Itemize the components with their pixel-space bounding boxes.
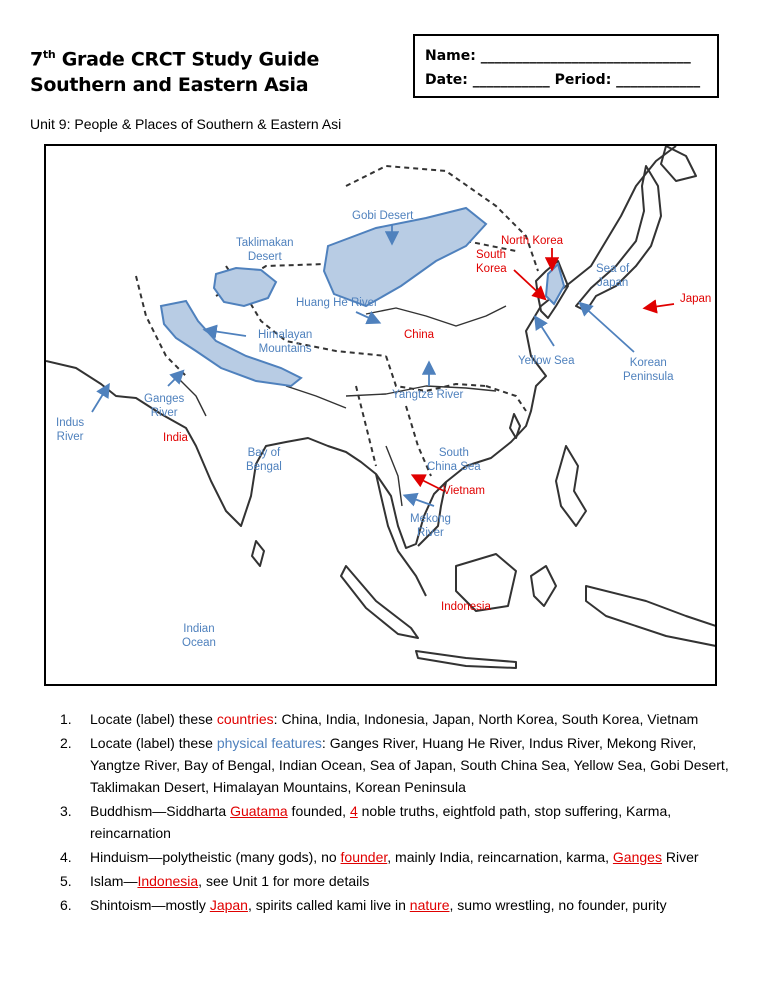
list-item: 6. Shintoism—mostly Japan, spirits called kami live in nature, sumo wrestling, no founder, purity bbox=[60, 897, 667, 913]
label-mekong-river: Mekong River bbox=[410, 513, 451, 539]
label-yangtze-river: Yangtze River bbox=[392, 389, 464, 401]
label-huang-he-river: Huang He River bbox=[296, 297, 378, 309]
label-south-korea: South Korea bbox=[476, 249, 507, 275]
label-south-china-sea: South China Sea bbox=[427, 447, 481, 473]
label-yellow-sea: Yellow Sea bbox=[518, 355, 575, 367]
date-period-field: Date: ___________ Period: ____________ bbox=[425, 72, 701, 88]
label-china: China bbox=[404, 329, 435, 341]
label-gobi-desert: Gobi Desert bbox=[352, 210, 414, 222]
label-indonesia: Indonesia bbox=[441, 601, 491, 613]
list-item: 2. Locate (label) these physical features: Ganges River, Huang He River, Indus River, Mekong River, Yangtze River, Bay of Bengal, Indian Ocean, Sea of Japan, South China Sea, Yellow Sea, Gobi Desert, Taklimakan Desert, Himalayan Mountains, Korean Peninsula bbox=[60, 735, 729, 795]
label-vietnam: Vietnam bbox=[443, 485, 485, 497]
label-indian-ocean: Indian Ocean bbox=[182, 623, 216, 649]
label-indus-river: Indus River bbox=[56, 417, 85, 443]
label-india: India bbox=[163, 432, 188, 444]
label-korean-peninsula: Korean Peninsula bbox=[623, 357, 674, 383]
list-item: 1. Locate (label) these countries: China, India, Indonesia, Japan, North Korea, South Korea, Vietnam bbox=[60, 711, 699, 727]
label-taklimakan-desert: Taklimakan Desert bbox=[236, 237, 294, 263]
list-item: 4. Hinduism—polytheistic (many gods), no founder, mainly India, reincarnation, karma, Ganges River bbox=[60, 849, 699, 865]
label-sea-of-japan: Sea of Japan bbox=[596, 263, 630, 289]
name-field: Name: ______________________________ bbox=[425, 48, 691, 64]
list-item: 3. Buddhism—Siddharta Guatama founded, 4 noble truths, eightfold path, stop suffering, Karma, reincarnation bbox=[60, 803, 672, 841]
page-title: 7th Grade CRCT Study Guide Southern and Eastern Asia bbox=[30, 48, 320, 97]
study-list bbox=[60, 708, 740, 918]
label-himalayan-mountains: Himalayan Mountains bbox=[258, 329, 313, 355]
asia-map bbox=[44, 144, 717, 686]
name-date-box bbox=[413, 34, 719, 98]
unit-title: Unit 9: People & Places of Southern & Eastern Asi bbox=[30, 116, 342, 132]
label-japan: Japan bbox=[680, 293, 712, 305]
label-north-korea: North Korea bbox=[501, 235, 564, 247]
label-bay-of-bengal: Bay of Bengal bbox=[246, 447, 282, 473]
label-ganges-river: Ganges River bbox=[144, 393, 185, 419]
list-item: 5. Islam—Indonesia, see Unit 1 for more details bbox=[60, 873, 370, 889]
